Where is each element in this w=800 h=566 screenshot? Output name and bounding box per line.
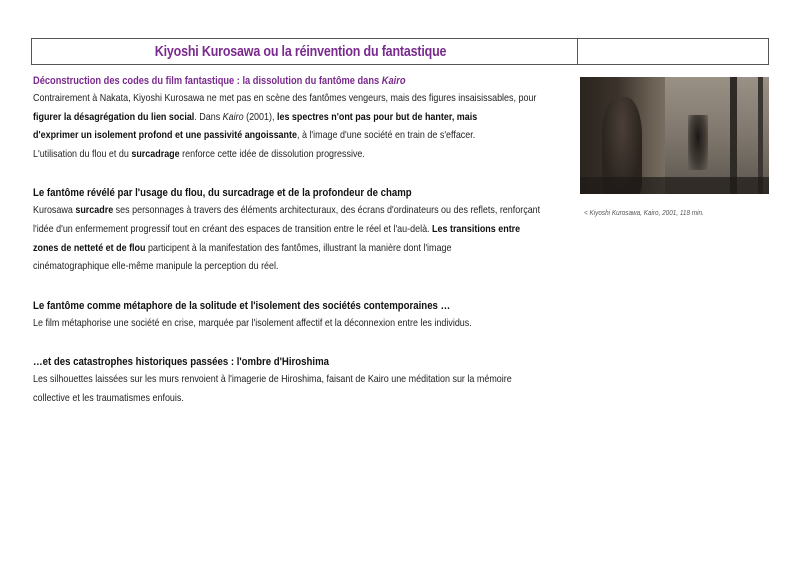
bold-run: Les transitions entre — [432, 223, 521, 235]
section-solitude — [33, 297, 578, 334]
paragraph-line — [33, 371, 512, 390]
section-flou — [33, 184, 578, 276]
bold-run: d'exprimer un isolement profond et une passivité angoissante — [33, 130, 297, 142]
section-paragraph — [33, 90, 537, 164]
italic-run: Kairo — [222, 111, 244, 123]
text-run: Le film métaphorise une société en crise, marquée par l'isolement affectif et la déconnexion entre les individus. — [33, 317, 472, 329]
text-run: , à l'image d'une société en train de s'effacer. — [296, 130, 476, 142]
image-floor — [580, 177, 769, 194]
heading-text: Déconstruction des codes du film fantastique : la dissolution du fantôme dans — [33, 75, 382, 87]
section-heading: Le fantôme comme métaphore de la solitude et l'isolement des sociétés contemporaines … — [33, 299, 451, 312]
text-run: Kurosawa — [33, 205, 76, 217]
bold-run: surcadre — [75, 205, 114, 217]
section-paragraph — [33, 202, 541, 276]
text-run: participent à la manifestation des fantômes, illustrant la manière dont l'image — [145, 242, 452, 254]
text-run: Les silhouettes laissées sur les murs renvoient à l'imagerie de Hiroshima, faisant de Kairo une méditation sur la mémoire — [33, 374, 512, 386]
paragraph-line — [33, 146, 507, 165]
text-run: l'idée d'un enfermement progressif tout en créant des espaces de transition entre le réel et l'au-delà. — [33, 223, 433, 235]
side-header-box — [578, 38, 769, 65]
text-run: Contrairement à Nakata, Kiyoshi Kurosawa ne met pas en scène des fantômes vengeurs, mais des figures insaisissables, pour — [33, 93, 537, 104]
image-caption: < Kiyoshi Kurosawa, Kairo, 2001, 118 min. — [584, 208, 704, 217]
paragraph-line — [33, 202, 541, 221]
text-run: (2001), — [243, 111, 277, 123]
paragraph-line — [33, 390, 507, 409]
paragraph-line — [33, 90, 537, 109]
text-run: cinématographique elle-même manipule la perception du réel. — [33, 261, 279, 273]
page-title: Kiyoshi Kurosawa ou la réinvention du fantastique — [154, 43, 447, 60]
section-heading — [33, 72, 485, 90]
bold-run: les spectres n'ont pas pour but de hanter, mais — [276, 111, 478, 123]
title-box — [31, 38, 578, 65]
heading-italic: Kairo — [381, 75, 406, 87]
image-ghost-shadow — [688, 115, 708, 170]
paragraph-line — [33, 315, 507, 334]
section-heading: …et des catastrophes historiques passées : l'ombre d'Hiroshima — [33, 356, 329, 369]
bold-run: surcadrage — [131, 148, 180, 160]
text-run: renforce cette idée de dissolution progressive. — [179, 148, 365, 160]
paragraph-line — [33, 127, 507, 146]
text-run: collective et les traumatismes enfouis. — [33, 392, 184, 404]
paragraph-line — [33, 258, 507, 277]
text-run: ses personnages à travers des éléments architecturaux, des écrans d'ordinateurs ou des reflets, renforçant — [113, 205, 541, 217]
film-still-image — [580, 77, 769, 194]
text-run: L'utilisation du flou et du — [33, 148, 132, 160]
bold-run: zones de netteté et de flou — [33, 242, 146, 254]
paragraph-line — [33, 240, 507, 259]
section-paragraph — [33, 371, 512, 408]
main-content — [33, 72, 578, 425]
section-heading: Le fantôme révélé par l'usage du flou, du surcadrage et de la profondeur de champ — [33, 187, 412, 200]
section-hiroshima — [33, 353, 578, 408]
paragraph-line — [33, 109, 507, 128]
section-paragraph — [33, 315, 507, 334]
section-deconstruction — [33, 72, 578, 164]
bold-run: figurer la désagrégation du lien social — [33, 111, 195, 123]
text-run: . Dans — [194, 111, 223, 123]
paragraph-line — [33, 221, 521, 240]
